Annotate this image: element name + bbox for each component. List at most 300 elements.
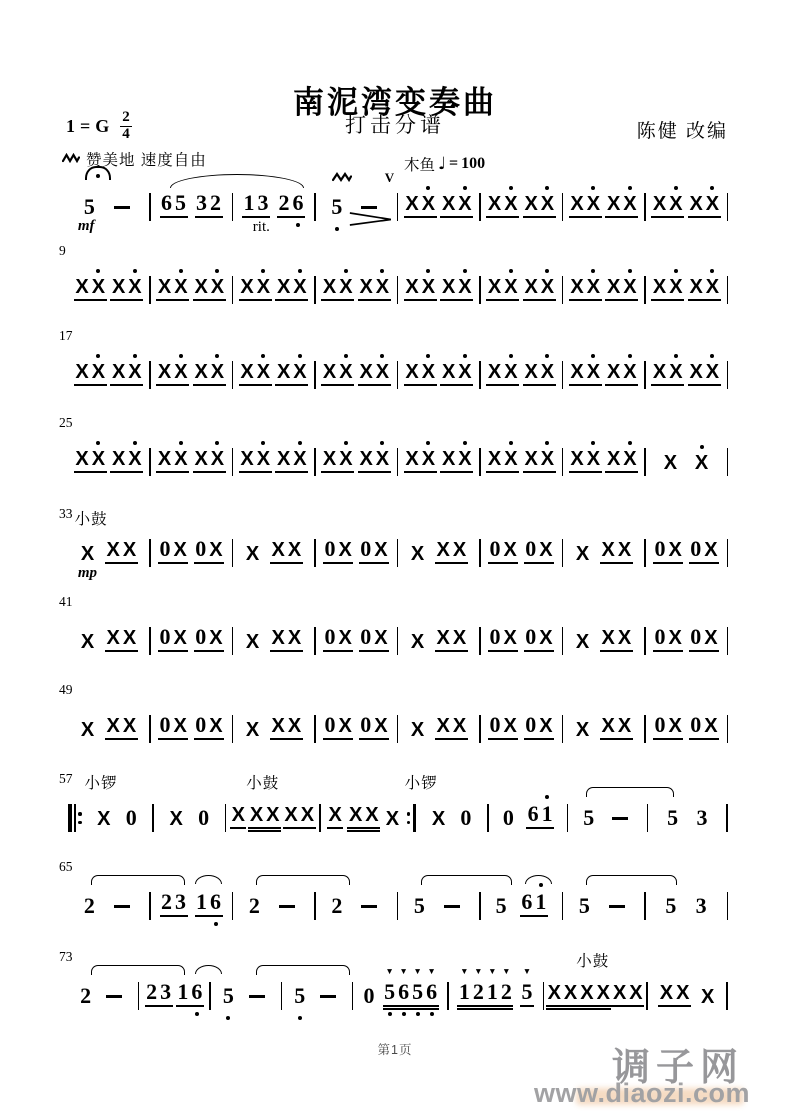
measure (481, 714, 562, 746)
strike-note: X (676, 982, 690, 1004)
strike-note: X (441, 361, 456, 383)
note-group (658, 983, 691, 1007)
measure (233, 540, 314, 570)
measure (646, 626, 727, 658)
note-group (604, 905, 630, 917)
octave-dot-above (509, 354, 513, 358)
note-group (347, 805, 380, 829)
strike-note: X (287, 715, 302, 737)
strike-note: X (436, 539, 450, 561)
strike-note: X (106, 715, 120, 737)
strike-note: X (503, 539, 517, 561)
pitch-note: 2 (210, 190, 221, 215)
strike-note: X (127, 362, 143, 382)
tie-arc (421, 875, 512, 885)
note-group (523, 194, 556, 218)
strike-note: X (563, 982, 578, 1004)
strike-note: X (689, 276, 703, 298)
measure (646, 277, 727, 307)
measure-number: 49 (59, 682, 73, 697)
pitch-note: 6 (521, 889, 533, 914)
strike-note: X (173, 449, 189, 469)
strike-note: X (122, 715, 137, 737)
strike-note: X (704, 627, 718, 649)
strike-note: X (668, 715, 682, 737)
rest-note: 0 (690, 624, 702, 649)
strike-note: X (585, 194, 601, 214)
note-group (688, 277, 721, 301)
score-line (59, 328, 728, 392)
note-group (156, 277, 189, 301)
tempo-equals: = (449, 155, 459, 172)
strike-note: X (436, 715, 450, 737)
pitch-note: 1 ▼ (486, 966, 498, 1004)
note-group (409, 544, 425, 564)
dash-note (612, 817, 628, 820)
strike-note: X (276, 361, 291, 383)
pitch-note: 5 (175, 190, 186, 215)
strike-note: X (410, 719, 425, 741)
strike-note: X (652, 276, 667, 298)
strike-note: X (606, 193, 621, 215)
note-group (194, 538, 224, 564)
measure (233, 362, 314, 392)
strike-note: X (539, 539, 553, 561)
note-group (494, 895, 508, 917)
measure (151, 538, 232, 570)
note-group (270, 628, 303, 652)
strike-note: X (704, 277, 720, 297)
score-line (59, 243, 728, 307)
note-group (359, 626, 389, 652)
note-group (239, 362, 272, 386)
strike-note: X (693, 453, 709, 473)
octave-dot-above (463, 269, 467, 273)
strike-note: X (209, 362, 225, 382)
dash-note (279, 905, 295, 908)
rest-note: 0 (654, 712, 666, 737)
note-group (244, 995, 270, 1007)
strike-note: X (457, 277, 473, 297)
measure (233, 277, 314, 307)
note-group (574, 544, 590, 564)
strike-note: X (90, 277, 106, 297)
note-group (440, 362, 473, 386)
pitch-note: 5 (221, 985, 235, 1007)
page-number: 第1页 (377, 1043, 413, 1057)
measure-number: 41 (59, 594, 73, 609)
note-group (74, 362, 107, 386)
rest-note: 0 (502, 805, 514, 830)
accent-mark: ▼ (427, 966, 436, 976)
octave-dot-above (463, 186, 467, 190)
note-group (574, 720, 590, 740)
octave-dot-above (674, 354, 678, 358)
strike-note: X (255, 449, 271, 469)
strike-note: X (524, 193, 538, 215)
pitch-note: 6 (161, 190, 172, 215)
note-group (689, 714, 719, 740)
measure (68, 985, 138, 1013)
strike-note: X (359, 361, 373, 383)
measure (449, 966, 543, 1013)
measure (416, 807, 487, 835)
octave-dot-above (96, 269, 100, 273)
strike-note: X (157, 361, 172, 383)
note-group (79, 720, 95, 740)
strike-note: X (300, 804, 315, 826)
measure (139, 981, 209, 1013)
note-group (323, 714, 353, 740)
note-group (244, 720, 260, 740)
quarter-note-icon: ♩ (438, 154, 447, 174)
rest-note: 0 (324, 536, 336, 561)
strike-note: X (622, 194, 638, 214)
note-group (520, 891, 548, 917)
measure (68, 362, 149, 392)
octave-dot-above (298, 269, 302, 273)
measure (481, 362, 562, 392)
measure-number: 25 (59, 415, 73, 430)
note-group (435, 716, 468, 740)
strike-note: X (622, 449, 638, 469)
strike-note: X (194, 448, 208, 470)
dash-note (609, 905, 625, 908)
note-group (362, 985, 376, 1007)
note-group (546, 983, 611, 1007)
rest-note: 0 (195, 536, 207, 561)
note-group (653, 714, 683, 740)
strike-note: X (503, 715, 517, 737)
strike-note: X (452, 627, 467, 649)
measure (563, 716, 644, 746)
octave-dot-above (700, 445, 704, 449)
strike-note: X (457, 449, 473, 469)
strike-note: X (80, 543, 95, 565)
strike-note: X (328, 804, 342, 826)
strike-note: X (255, 362, 271, 382)
note-group (457, 966, 513, 1007)
strike-note: X (617, 539, 632, 561)
octave-dot-above (426, 441, 430, 445)
octave-dot-above (710, 354, 714, 358)
score-line (59, 859, 728, 923)
octave-dot-above (215, 354, 219, 358)
strike-note: X (704, 194, 720, 214)
strike-note: X (606, 361, 621, 383)
accent-mark: ▼ (474, 966, 483, 976)
note-group (605, 362, 638, 386)
strike-note: X (90, 362, 106, 382)
strike-note: X (420, 277, 436, 297)
strike-note: X (240, 448, 254, 470)
dot-below (195, 1012, 199, 1016)
pitch-note: 6 (527, 801, 539, 826)
dot-below (214, 922, 218, 926)
tie-arc (256, 965, 350, 975)
measure (316, 895, 397, 923)
note-group (323, 626, 353, 652)
strike-note: X (284, 804, 298, 826)
note-group (569, 362, 602, 386)
note-group (569, 194, 602, 218)
strike-note: X (663, 452, 678, 474)
measure (398, 895, 479, 923)
strike-note: X (606, 276, 621, 298)
octave-dot-above (380, 269, 384, 273)
strike-note: X (122, 627, 137, 649)
octave-dot-above (133, 269, 137, 273)
slur-arc (525, 875, 552, 884)
strike-note: X (173, 627, 187, 649)
note-group (600, 540, 633, 564)
accent-mark: ▼ (460, 966, 469, 976)
pitch-note: 1 (243, 190, 255, 215)
measure-number: 57 (59, 771, 73, 786)
measure (563, 277, 644, 307)
dot-below (335, 227, 339, 231)
strike-note: X (266, 804, 280, 826)
strike-note: X (255, 277, 271, 297)
strike-note: X (374, 449, 390, 469)
strike-note: X (622, 277, 638, 297)
octave-dot-above (545, 795, 549, 799)
octave-dot-above (215, 441, 219, 445)
note-group (79, 544, 95, 564)
measure (481, 626, 562, 658)
fermata-mark (85, 166, 111, 180)
tie-arc (91, 965, 185, 975)
note-group (520, 966, 534, 1007)
note-group (404, 194, 437, 218)
note-group (193, 362, 226, 386)
strike-note: X (338, 715, 352, 737)
strike-note: X (80, 719, 95, 741)
pitch-note: 3 (695, 893, 707, 918)
note-group (577, 895, 591, 917)
note-group (247, 895, 261, 917)
measure (544, 983, 646, 1013)
rest-note: 0 (198, 805, 210, 830)
note-group (653, 626, 683, 652)
octave-dot-above (298, 441, 302, 445)
tempo-instrument: 木鱼 (404, 157, 436, 174)
strike-note: X (106, 627, 120, 649)
strike-note: X (365, 804, 379, 826)
watermark-site-url: www.diaozi.com (533, 1078, 750, 1108)
strike-note: X (652, 361, 667, 383)
repeat-dots (407, 804, 411, 832)
strike-note: X (503, 194, 519, 214)
measure (646, 362, 727, 392)
note-group (101, 995, 127, 1007)
strike-note: X (194, 361, 208, 383)
pitch-note: 6 (209, 891, 223, 913)
note-group (523, 362, 556, 386)
note-group (569, 277, 602, 301)
note-group (110, 362, 143, 386)
strike-note: X (122, 539, 137, 561)
strike-note: X (374, 362, 390, 382)
octave-dot-above (628, 186, 632, 190)
expression-text: 赞美地 速度自由 (86, 152, 207, 169)
measure (316, 538, 397, 570)
note-group (501, 807, 515, 829)
note-group (600, 628, 633, 652)
note-group (244, 632, 260, 652)
strike-note: X (106, 539, 120, 561)
piece-subtitle: 打击分谱 (345, 114, 445, 137)
strike-note: X (487, 361, 502, 383)
octave-dot-above (509, 186, 513, 190)
note-group (275, 362, 308, 386)
strike-note: X (606, 448, 621, 470)
tie-arc (586, 875, 677, 885)
pitch-note: 2 (278, 190, 290, 215)
score-line (59, 949, 728, 1013)
note-group (160, 192, 188, 218)
rest-note: 0 (360, 712, 372, 737)
pitch-note: 5 (583, 805, 595, 830)
note-group (359, 714, 389, 740)
piece-title: 南泥湾变奏曲 (293, 84, 497, 120)
pitch-note: 5 ▼ (383, 981, 397, 1003)
measure (398, 716, 479, 746)
strike-note: X (652, 193, 667, 215)
note-group (105, 540, 138, 564)
watermark-site-name: 调子网 (611, 1047, 744, 1089)
strike-note: X (287, 539, 302, 561)
strike-note: X (547, 982, 561, 1004)
strike-note: X (503, 627, 517, 649)
strike-note: X (503, 277, 519, 297)
strike-note: X (441, 448, 456, 470)
note-group (459, 807, 473, 829)
note-group (158, 714, 188, 740)
strike-note: X (194, 276, 208, 298)
measure (646, 714, 727, 746)
note-group (653, 538, 683, 564)
measure (481, 449, 562, 479)
octave-dot-above (628, 441, 632, 445)
note-group (110, 449, 143, 473)
octave-dot-above (628, 354, 632, 358)
measure (151, 277, 232, 307)
strike-note: X (539, 715, 553, 737)
note-group (358, 449, 391, 473)
pitch-note: 2 (83, 893, 95, 918)
strike-note: X (539, 277, 555, 297)
octave-dot-above (591, 354, 595, 358)
tie-arc (91, 875, 185, 885)
measure (68, 449, 149, 479)
dash-note (249, 995, 265, 998)
dot-below (402, 1012, 406, 1016)
equals-sign: = (80, 115, 91, 136)
strike-note: X (617, 627, 632, 649)
note-group (412, 895, 426, 917)
strike-note: X (689, 193, 703, 215)
dot-below (226, 1016, 230, 1020)
measure (646, 538, 727, 570)
strike-note: X (420, 362, 436, 382)
octave-dot-above (509, 441, 513, 445)
measure (316, 277, 397, 307)
strike-note: X (596, 982, 610, 1004)
strike-note: X (173, 539, 187, 561)
strike-note: X (457, 362, 473, 382)
note-group (404, 277, 437, 301)
measure (489, 803, 567, 835)
strike-note: X (601, 715, 615, 737)
breath-mark: V (384, 170, 395, 185)
strike-note: X (668, 362, 684, 382)
strike-note: X (240, 276, 254, 298)
note-group (666, 807, 680, 829)
note-group (74, 449, 107, 473)
octave-dot-above (133, 441, 137, 445)
note-group (195, 891, 223, 917)
measure-number: 73 (59, 949, 73, 964)
octave-dot-above (215, 269, 219, 273)
strike-note: X (436, 627, 450, 649)
mordent-icon (332, 169, 352, 187)
note-group (156, 449, 189, 473)
strike-note: X (689, 361, 703, 383)
strike-note: X (585, 449, 601, 469)
note-group (359, 538, 389, 564)
pitch-note: 6 (291, 192, 305, 214)
rest-note: 0 (125, 805, 137, 830)
strike-note: X (570, 361, 584, 383)
measure (68, 628, 149, 658)
dot-below (296, 223, 300, 227)
strike-note: X (585, 277, 601, 297)
note-group (323, 538, 353, 564)
strike-note: X (503, 449, 519, 469)
pitch-note: 3 (696, 805, 708, 830)
measure (398, 540, 479, 570)
note-group (244, 544, 260, 564)
pitch-note: 5 (667, 805, 679, 830)
strike-note: X (668, 194, 684, 214)
key-prefix: 1 (66, 115, 75, 136)
note-group (158, 538, 188, 564)
measure (316, 714, 397, 746)
measure (481, 538, 562, 570)
octave-dot-above (298, 354, 302, 358)
repeat-end-barline (407, 804, 417, 832)
accent-mark: ▼ (522, 966, 532, 976)
note-group (662, 453, 678, 473)
pitch-note: 1 (196, 889, 207, 914)
rest-note: 0 (690, 712, 702, 737)
instrument-label: 小锣 (404, 775, 438, 792)
measure (154, 807, 225, 835)
strike-note: X (97, 808, 111, 830)
strike-note: X (271, 715, 285, 737)
strike-note: X (487, 448, 502, 470)
note-group (242, 192, 270, 218)
strike-note: X (271, 539, 285, 561)
pitch-note: 1 (177, 979, 189, 1004)
pitch-note: 6 ▼ (425, 981, 439, 1003)
rest-note: 0 (195, 712, 207, 737)
measure (646, 453, 727, 479)
note-group (330, 196, 344, 218)
strike-note: X (405, 193, 419, 215)
strike-note: X (276, 448, 291, 470)
